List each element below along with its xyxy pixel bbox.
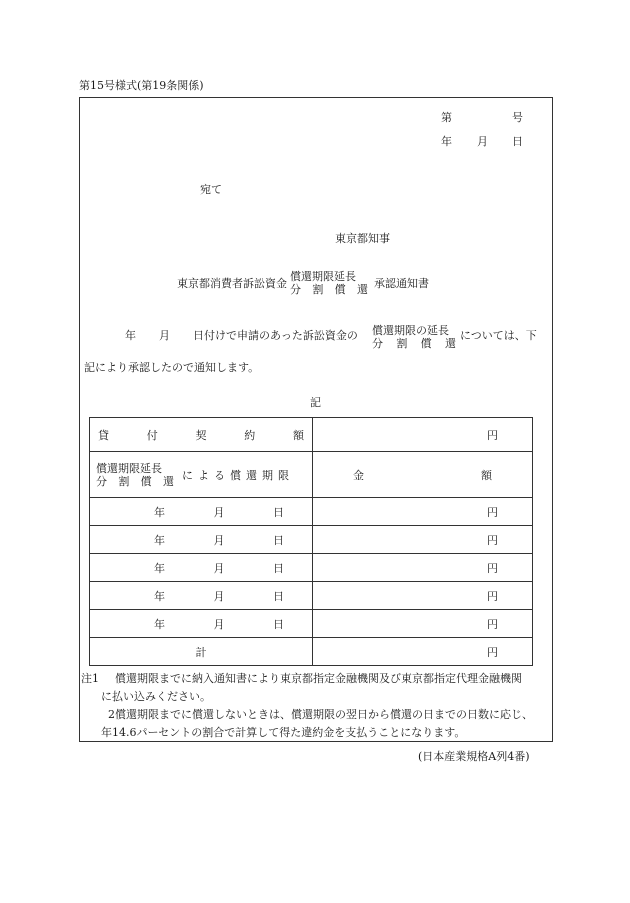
header-amount: 金額 [353,468,492,482]
date-day: 日 [512,135,523,148]
row-amount: 円 [313,554,533,582]
header-label-cell [90,452,313,498]
body-stack-top: 償還期限の延長 [372,324,449,337]
row-month: 月 [213,533,225,547]
row-day: 日 [273,505,284,519]
header-stack-top: 償還期限延長 [96,461,162,475]
title-prefix: 東京都消費者訴訟資金 [177,276,287,290]
row-amount: 円 [313,610,533,638]
body-tail: については、下 [460,329,537,342]
footer-spec: (日本産業規格A列4番) [418,750,530,763]
note-1-line1: 償還期限までに納入通知書により東京都指定金融機関及び東京都指定代理金融機関 [115,672,522,685]
note-2-line2: 年14.6パーセントの割合で計算して得た違約金を支払うことになります。 [101,726,466,739]
title-stack [290,270,368,296]
table-row [90,498,533,526]
table-row [90,526,533,554]
row-year: 年 [154,561,165,575]
row-year: 年 [154,617,165,631]
document-title [177,270,429,296]
total-amount: 円 [313,638,533,666]
row-amount: 円 [313,526,533,554]
row-year: 年 [154,589,165,603]
row-day: 日 [273,589,284,603]
body-mid: 日付けで申請のあった訴訟資金の [193,329,358,342]
loan-row [90,418,533,452]
loan-label: 貸付契約額 [98,428,304,442]
row-year: 年 [154,533,165,547]
row-month: 月 [213,505,225,519]
title-stack-bottom: 分割償還 [290,283,368,296]
title-suffix: 承認通知書 [374,276,429,290]
number-prefix: 第 [441,111,452,124]
row-amount: 円 [313,498,533,526]
total-label-cell [90,638,313,666]
note-2-label: 2 [108,708,115,721]
notes [81,670,551,742]
date-month: 月 [477,135,488,148]
row-day: 日 [273,533,284,547]
ki-heading: 記 [310,396,321,409]
loan-label-cell [90,418,313,452]
body-month: 月 [159,329,170,342]
note-2-line1: 償還期限までに償還しないときは、償還期限の翌日から償還の日までの日数に応じ、 [115,708,533,721]
note-2 [81,706,551,724]
header-stack-bottom: 分割償還 [96,474,174,488]
row-day: 日 [273,561,284,575]
note-1 [81,670,551,688]
loan-amount-cell: 円 [313,418,533,452]
header-label: による償還期限 [182,468,294,482]
body-year: 年 [125,329,136,342]
table-row [90,554,533,582]
date-year: 年 [441,135,452,148]
issuer: 東京都知事 [335,232,390,245]
row-year: 年 [154,505,165,519]
repayment-table [89,417,533,666]
title-stack-top: 償還期限延長 [290,270,356,283]
row-month: 月 [213,589,225,603]
addressee-suffix: 宛て [200,183,222,196]
note-1-line2: に払い込みください。 [101,690,211,703]
row-month: 月 [213,561,225,575]
note-1-label: 注1 [81,672,99,685]
table-row [90,582,533,610]
body-stack [372,324,456,350]
header-stack [96,462,174,488]
body-line2: 記により承認したので通知します。 [84,361,260,374]
form-label: 第15号様式(第19条関係) [79,79,204,92]
table-row [90,610,533,638]
number-suffix: 号 [512,111,523,124]
row-amount: 円 [313,582,533,610]
total-row [90,638,533,666]
total-label: 計 [195,645,207,659]
header-amount-cell [313,452,533,498]
row-month: 月 [213,617,225,631]
body-stack-bottom: 分割償還 [372,337,456,350]
row-day: 日 [273,617,284,631]
header-row [90,452,533,498]
